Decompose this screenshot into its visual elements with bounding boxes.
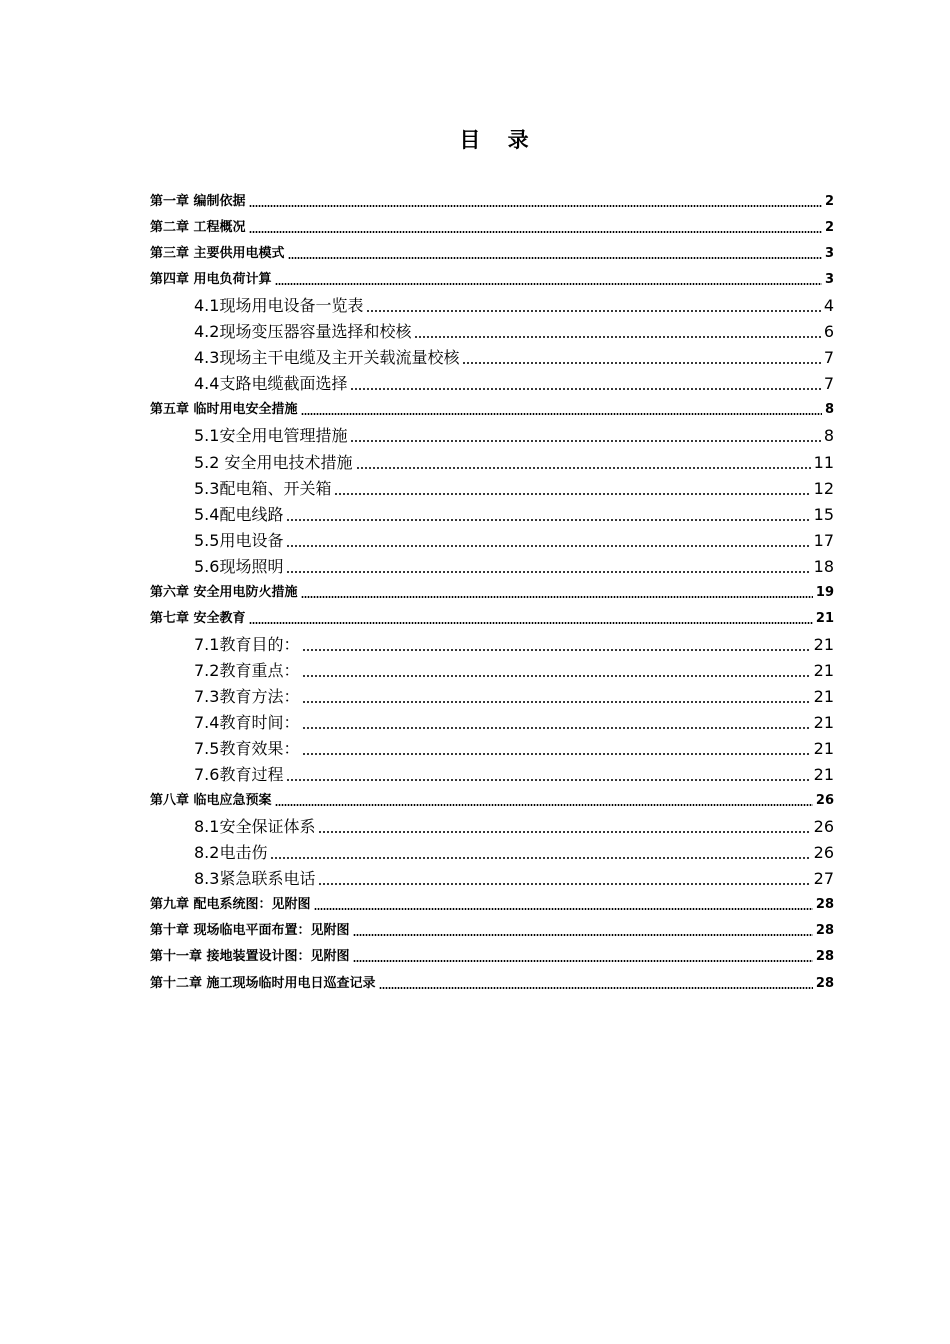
toc-entry-label: 7.5教育效果： <box>194 739 300 758</box>
toc-entry-label: 第十一章 接地装置设计图：见附图 <box>150 949 350 964</box>
toc-entry-label: 第九章 配电系统图：见附图 <box>150 897 311 912</box>
toc-entry-page: 12 <box>813 479 834 498</box>
toc-entry-page: 15 <box>813 505 834 524</box>
dot-leader <box>286 779 810 781</box>
toc-entry-page: 6 <box>823 322 834 341</box>
dot-leader <box>249 231 822 233</box>
toc-entry-label: 7.3教育方法： <box>194 687 300 706</box>
toc-entry-label: 第五章 临时用电安全措施 <box>150 402 298 417</box>
toc-entry-page: 21 <box>813 661 834 680</box>
toc-entry[interactable] <box>194 764 834 786</box>
toc-entry-label: 第十二章 施工现场临时用电日巡查记录 <box>150 976 376 991</box>
toc-entry-label: 7.1教育目的： <box>194 635 300 654</box>
toc-entry-page: 7 <box>823 374 834 393</box>
dot-leader <box>318 883 810 885</box>
toc-entry-label: 第六章 安全用电防火措施 <box>150 585 298 600</box>
toc-entry[interactable] <box>150 401 834 419</box>
toc-entry[interactable] <box>194 868 834 890</box>
dot-leader <box>275 804 813 806</box>
toc-entry[interactable] <box>150 896 834 914</box>
toc-entry-page: 11 <box>813 453 834 472</box>
toc-entry[interactable] <box>194 452 834 474</box>
toc-entry-page: 2 <box>824 194 834 209</box>
toc-entry-page: 3 <box>824 272 834 287</box>
toc-entry[interactable] <box>194 347 834 369</box>
toc-entry-page: 26 <box>813 817 834 836</box>
toc-entry[interactable] <box>194 712 834 734</box>
toc-entry-label: 8.1安全保证体系 <box>194 817 316 836</box>
toc-entry-label: 5.2 安全用电技术措施 <box>194 453 353 472</box>
toc-entry-label: 7.6教育过程 <box>194 765 284 784</box>
toc-entry-label: 8.2电击伤 <box>194 843 268 862</box>
toc-entry-page: 18 <box>813 557 834 576</box>
toc-entry-label: 7.4教育时间： <box>194 713 300 732</box>
dot-leader <box>462 362 820 364</box>
toc-entry[interactable] <box>194 530 834 552</box>
toc-entry[interactable] <box>194 478 834 500</box>
dot-leader <box>286 571 810 573</box>
toc-entry-label: 第四章 用电负荷计算 <box>150 272 272 287</box>
dot-leader <box>414 336 820 338</box>
toc-entry-page: 21 <box>813 635 834 654</box>
dot-leader <box>301 413 822 415</box>
toc-entry-page: 28 <box>815 949 834 964</box>
toc-entry[interactable] <box>150 193 834 211</box>
toc-entry-label: 5.3配电箱、开关箱 <box>194 479 332 498</box>
toc-entry-label: 8.3紧急联系电话 <box>194 869 316 888</box>
toc-entry-label: 第三章 主要供用电模式 <box>150 246 285 261</box>
toc-entry-page: 26 <box>815 793 834 808</box>
toc-entry[interactable] <box>150 610 834 628</box>
toc-entry-label: 第十章 现场临电平面布置：见附图 <box>150 923 350 938</box>
dot-leader <box>314 908 813 910</box>
toc-entry-label: 5.5用电设备 <box>194 531 284 550</box>
toc-entry-page: 27 <box>813 869 834 888</box>
dot-leader <box>379 987 813 989</box>
toc-entry-page: 3 <box>824 246 834 261</box>
toc-entry-label: 第七章 安全教育 <box>150 611 246 626</box>
toc-entry[interactable] <box>150 922 834 940</box>
dot-leader <box>353 934 813 936</box>
toc-entry[interactable] <box>150 975 834 993</box>
dot-leader <box>286 519 810 521</box>
toc-entry-page: 21 <box>813 687 834 706</box>
dot-leader <box>270 857 810 859</box>
toc-entry-label: 4.3现场主干电缆及主开关载流量校核 <box>194 348 460 367</box>
toc-entry-label: 4.4支路电缆截面选择 <box>194 374 348 393</box>
toc-entry[interactable] <box>194 321 834 343</box>
toc-entry[interactable] <box>150 792 834 810</box>
toc-entry-page: 28 <box>815 923 834 938</box>
toc-entry-label: 4.1现场用电设备一览表 <box>194 296 364 315</box>
toc-entry-page: 8 <box>823 426 834 445</box>
toc-entry[interactable] <box>194 660 834 682</box>
toc-entry-page: 19 <box>815 585 834 600</box>
dot-leader <box>334 493 810 495</box>
dot-leader <box>288 257 822 259</box>
toc-entry-label: 4.2现场变压器容量选择和校核 <box>194 322 412 341</box>
toc-entry-page: 21 <box>815 611 834 626</box>
toc-entry[interactable] <box>150 948 834 966</box>
dot-leader <box>302 675 810 677</box>
toc-entry[interactable] <box>150 271 834 289</box>
dot-leader <box>366 310 820 312</box>
dot-leader <box>302 649 810 651</box>
toc-entry-page: 21 <box>813 713 834 732</box>
toc-entry[interactable] <box>194 842 834 864</box>
dot-leader <box>286 545 810 547</box>
dot-leader <box>301 596 813 598</box>
dot-leader <box>356 467 811 469</box>
toc-entry-label: 5.6现场照明 <box>194 557 284 576</box>
toc-entry-page: 21 <box>813 739 834 758</box>
toc-entry[interactable] <box>194 425 834 447</box>
toc-entry-label: 7.2教育重点： <box>194 661 300 680</box>
dot-leader <box>302 727 810 729</box>
dot-leader <box>302 701 810 703</box>
dot-leader <box>318 831 810 833</box>
dot-leader <box>249 205 822 207</box>
dot-leader <box>353 960 813 962</box>
dot-leader <box>275 283 822 285</box>
toc-entry[interactable] <box>194 373 834 395</box>
toc-entry-label: 第一章 编制依据 <box>150 194 246 209</box>
toc-entry-page: 28 <box>815 897 834 912</box>
toc-entry-page: 2 <box>824 220 834 235</box>
toc-entry-page: 28 <box>815 976 834 991</box>
dot-leader <box>302 753 810 755</box>
toc-entry-page: 17 <box>813 531 834 550</box>
toc-entry[interactable] <box>150 584 834 602</box>
toc-entry-label: 5.4配电线路 <box>194 505 284 524</box>
toc-entry[interactable] <box>150 219 834 237</box>
toc-entry[interactable] <box>194 504 834 526</box>
toc-entry-label: 5.1安全用电管理措施 <box>194 426 348 445</box>
toc-entry-label: 第八章 临电应急预案 <box>150 793 272 808</box>
toc-title: 目 录 <box>459 127 539 152</box>
dot-leader <box>249 622 813 624</box>
toc-entry-page: 4 <box>823 296 834 315</box>
toc-entry-page: 7 <box>823 348 834 367</box>
toc-entry[interactable] <box>194 686 834 708</box>
dot-leader <box>350 388 820 390</box>
toc-entry-page: 26 <box>813 843 834 862</box>
toc-entry[interactable] <box>194 634 834 656</box>
toc-entry-page: 8 <box>824 402 834 417</box>
toc-entry[interactable] <box>194 556 834 578</box>
toc-entry-label: 第二章 工程概况 <box>150 220 246 235</box>
toc-entry[interactable] <box>150 245 834 263</box>
toc-entry-page: 21 <box>813 765 834 784</box>
toc-entry[interactable] <box>194 816 834 838</box>
dot-leader <box>350 440 820 442</box>
toc-entry[interactable] <box>194 738 834 760</box>
toc-entry[interactable] <box>194 295 834 317</box>
